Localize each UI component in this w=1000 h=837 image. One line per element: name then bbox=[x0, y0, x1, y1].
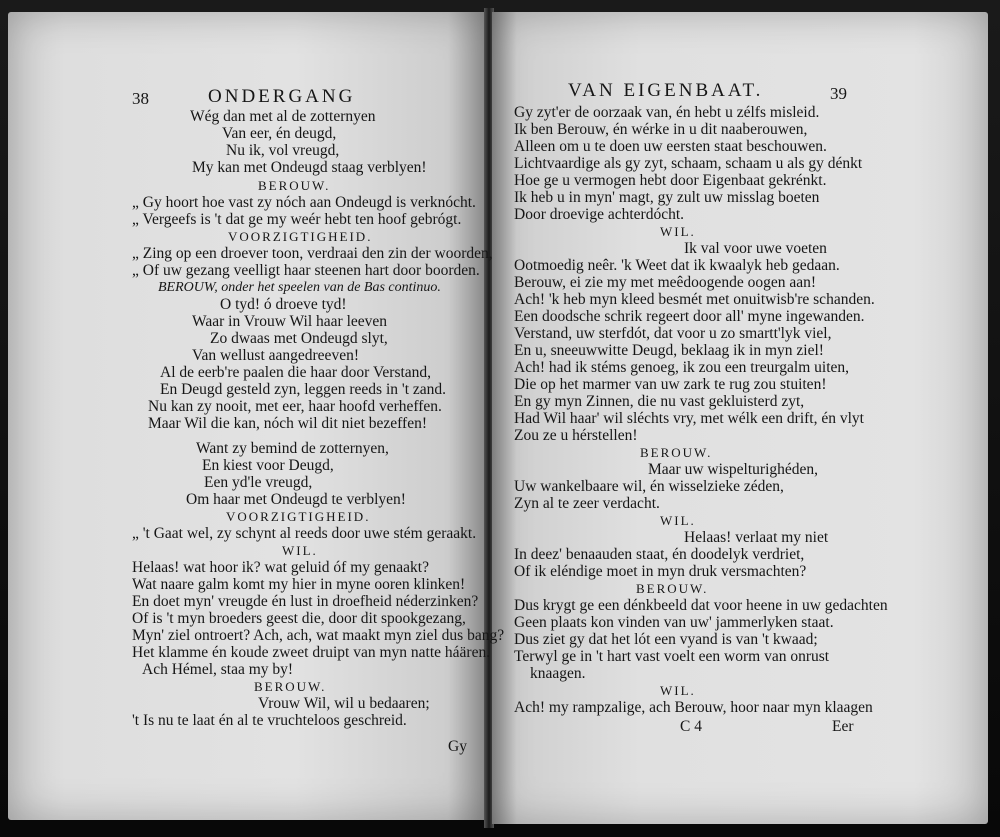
right-line: Gy zyt'er de oorzaak van, én hebt u zélfs misleid. bbox=[514, 104, 820, 121]
left-line: Van wellust aangedreeven! bbox=[192, 347, 359, 364]
left-line: En kiest voor Deugd, bbox=[202, 457, 334, 474]
right-line: Ach! 'k heb myn kleed besmét met onuitwisb're schanden. bbox=[514, 291, 875, 308]
left-line: Vrouw Wil, wil u bedaaren; bbox=[258, 695, 430, 712]
speaker-label: VOORZIGTIGHEID. bbox=[228, 229, 373, 244]
left-line: Waar in Vrouw Wil haar leeven bbox=[192, 313, 388, 330]
left-line: „ Gy hoort hoe vast zy nóch aan Ondeugd is verknócht. bbox=[132, 194, 476, 211]
right-line: Alleen om u te doen uw eersten staat beschouwen. bbox=[514, 138, 827, 155]
left-line: O tyd! ó droeve tyd! bbox=[220, 296, 347, 313]
right-line: Berouw, ei zie my met meêdoogende oogen aan! bbox=[514, 274, 816, 291]
left-line: En Deugd gesteld zyn, leggen reeds in 't zand. bbox=[160, 381, 447, 398]
right-line: Uw wankelbaare wil, én wisselzieke zéden, bbox=[514, 478, 784, 495]
right-line: Ik heb u in myn' magt, gy zult uw misslag boeten bbox=[514, 189, 820, 206]
right-line: Geen plaats kon vinden van uw' jammerlyken staat. bbox=[514, 614, 834, 631]
speaker-label: WIL. bbox=[660, 683, 696, 698]
right-line: En gy myn Zinnen, die nu vast gekluisterd zyt, bbox=[514, 393, 805, 410]
right-line: En u, sneeuwwitte Deugd, beklaag ik in myn ziel! bbox=[514, 342, 824, 359]
right-line: Hoe ge u vermogen hebt door Eigenbaat gekrénkt. bbox=[514, 172, 827, 189]
right-line: Ootmoedig neêr. 'k Weet dat ik kwaalyk heb gedaan. bbox=[514, 257, 840, 274]
right-line: knaagen. bbox=[530, 665, 586, 682]
right-line: Ik ben Berouw, én wérke in u dit naaberouwen, bbox=[514, 121, 808, 138]
right-line: Terwyl ge in 't hart vast voelt een worm van onrust bbox=[514, 648, 830, 665]
signature-mark: C 4 bbox=[680, 718, 702, 735]
left-line: „ Zing op een droever toon, verdraai den zin der woorden, bbox=[132, 245, 493, 262]
left-line: Of is 't myn broeders geest die, door dit spookgezang, bbox=[132, 610, 466, 627]
left-line: Helaas! wat hoor ik? wat geluid óf my genaakt? bbox=[132, 559, 429, 576]
left-line: My kan met Ondeugd staag verblyen! bbox=[192, 159, 427, 176]
left-line: „ Of uw gezang veelligt haar steenen hart door boorden. bbox=[132, 262, 480, 279]
speaker-label: BEROUW. bbox=[640, 445, 713, 460]
right-line: Of ik eléndige moet in myn druk versmachten? bbox=[514, 563, 807, 580]
left-line: Een yd'le vreugd, bbox=[204, 474, 313, 491]
speaker-label: BEROUW. bbox=[258, 178, 331, 193]
right-line: Ach! my rampzalige, ach Berouw, hoor naar myn klaagen bbox=[514, 699, 873, 716]
right-line: Door droevige achterdócht. bbox=[514, 206, 685, 223]
left-line: Ach Hémel, staa my by! bbox=[142, 661, 294, 678]
right-line: Lichtvaardige als gy zyt, schaam, schaam u als gy dénkt bbox=[514, 155, 863, 172]
speaker-label: WIL. bbox=[282, 543, 318, 558]
right-line: Zyn al te zeer verdacht. bbox=[514, 495, 660, 512]
left-running-header: ONDERGANG bbox=[208, 86, 356, 107]
left-line: Nu kan zy nooit, met eer, haar hoofd verheffen. bbox=[148, 398, 442, 415]
left-line: Wég dan met al de zotternyen bbox=[190, 108, 376, 125]
right-line: Een doodsche schrik regeert door all' myne ingewanden. bbox=[514, 308, 865, 325]
right-running-header: VAN EIGENBAAT. bbox=[568, 80, 764, 101]
left-line: Nu ik, vol vreugd, bbox=[226, 142, 340, 159]
right-line: Maar uw wispelturighéden, bbox=[648, 461, 819, 478]
left-line: „ Vergeefs is 't dat ge my weér hebt ten hoof gebrógt. bbox=[132, 211, 462, 228]
right-line: Dus krygt ge een dénkbeeld dat voor heene in uw gedachten bbox=[514, 597, 888, 614]
speaker-label: VOORZIGTIGHEID. bbox=[226, 509, 371, 524]
speaker-label: WIL. bbox=[660, 224, 696, 239]
catchword: Gy bbox=[448, 738, 467, 755]
left-line: Want zy bemind de zotternyen, bbox=[196, 440, 389, 457]
left-line: Al de eerb're paalen die haar door Verstand, bbox=[160, 364, 432, 381]
left-line: Het klamme én koude zweet druipt van myn natte háären. bbox=[132, 644, 491, 661]
right-line: Ik val voor uwe voeten bbox=[684, 240, 827, 257]
right-line: Had Wil haar' wil sléchts vry, met wélk een drift, én vlyt bbox=[514, 410, 864, 427]
left-line: „ 't Gaat wel, zy schynt al reeds door uwe stém geraakt. bbox=[132, 525, 477, 542]
stage-direction: BEROUW, onder het speelen van de Bas continuo. bbox=[158, 280, 441, 295]
left-line: Zo dwaas met Ondeugd slyt, bbox=[210, 330, 388, 347]
left-line: Maar Wil die kan, nóch wil dit niet bezeffen! bbox=[148, 415, 427, 432]
right-line: Helaas! verlaat my niet bbox=[684, 529, 829, 546]
right-line: Zou ze u hérstellen! bbox=[514, 427, 638, 444]
right-line: Dus ziet gy dat het lót een vyand is van 't kwaad; bbox=[514, 631, 818, 648]
right-line: Ach! had ik stéms genoeg, ik zou een treurgalm uiten, bbox=[514, 359, 850, 376]
right-line: Die op het marmer van uw zark te rug zou stuiten! bbox=[514, 376, 827, 393]
speaker-label: BEROUW. bbox=[254, 679, 327, 694]
speaker-label: WIL. bbox=[660, 513, 696, 528]
right-page-number: 39 bbox=[830, 84, 847, 103]
catchword: Eer bbox=[832, 718, 854, 735]
left-page-number: 38 bbox=[132, 89, 149, 108]
left-line: Wat naare galm komt my hier in myne ooren klinken! bbox=[132, 576, 466, 593]
right-line: In deez' benaauden staat, én doodelyk verdriet, bbox=[514, 546, 805, 563]
left-line: 't Is nu te laat én al te vruchteloos geschreid. bbox=[132, 712, 407, 729]
speaker-label: BEROUW. bbox=[636, 581, 709, 596]
left-line: En doet myn' vreugde én lust in droefheid néderzinken? bbox=[132, 593, 479, 610]
left-line: Om haar met Ondeugd te verblyen! bbox=[186, 491, 406, 508]
left-line: Van eer, én deugd, bbox=[222, 125, 337, 142]
right-line: Verstand, uw sterfdót, dat voor u zo smartt'lyk viel, bbox=[514, 325, 832, 342]
left-line: Myn' ziel ontroert? Ach, ach, wat maakt myn ziel dus bang? bbox=[132, 627, 505, 644]
